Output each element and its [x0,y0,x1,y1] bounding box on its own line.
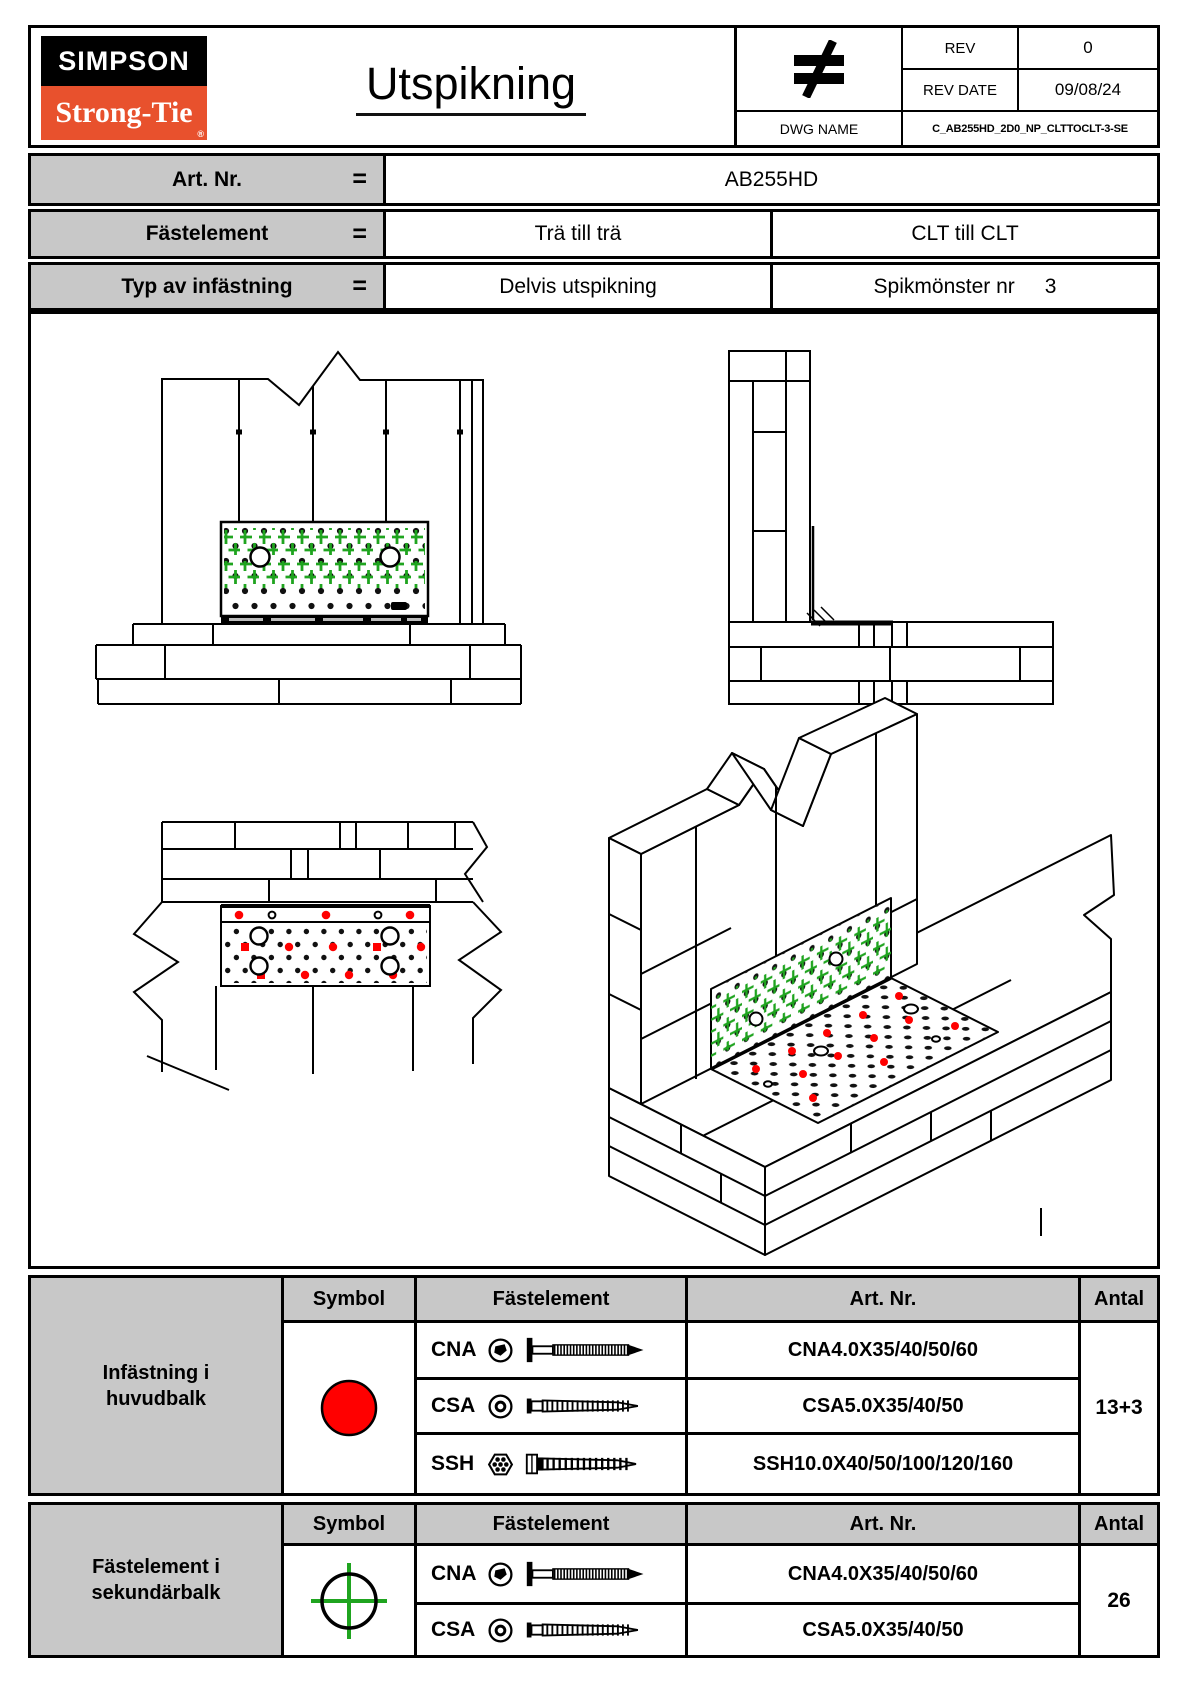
rev-date-value: 09/08/24 [1019,70,1157,110]
infastning-label: Typ av infästning = [31,265,386,308]
group-label-sekundarbalk: Fästelement i sekundärbalk [31,1505,281,1655]
front-elevation-view [96,352,521,704]
rev-date-label: REV DATE [903,70,1017,110]
csa-screw-icon [524,1390,664,1422]
dwg-name-value: C_AB255HD_2D0_NP_CLTTOCLT-3-SE [903,112,1157,145]
rev-value: 0 [1019,28,1157,68]
ssh-hex-marker-icon [487,1451,514,1478]
logo-simpson: SIMPSON [41,36,207,86]
isometric-view [609,698,1114,1255]
drawing-area [28,311,1160,1269]
main-beam-fastener-table [28,1275,1160,1496]
artnr-label: Art. Nr. = [31,156,386,203]
fastelement-value-left: Trä till trä [534,222,622,245]
logo-strongtie-text: Strong-Tie [55,96,193,129]
artnr-csa: CSA5.0X35/40/50 [688,1380,1078,1432]
fastener-row-csa [417,1605,685,1655]
fastener-code: CSA [431,1394,476,1417]
infastning-value-right: Spikmönster nr 3 [770,265,1157,308]
cna-nail-icon [524,1558,664,1590]
qty-sekundarbalk: 26 [1081,1546,1157,1655]
infastning-value-left: Delvis utspikning [499,274,657,298]
fastener-code: CSA [431,1618,476,1641]
group-label-huvudbalk: Infästning i huvudbalk [31,1278,281,1493]
pattern-number: 3 [1044,274,1057,298]
rev-label: REV [903,28,1017,68]
cna-nail-icon [524,1334,664,1366]
qty-huvudbalk: 13+3 [1081,1323,1157,1493]
simpson-strongtie-logo [41,36,207,140]
fastener-code: CNA [431,1338,477,1361]
col-header-fastener: Fästelement [417,1278,685,1320]
artnr-ssh: SSH10.0X40/50/100/120/160 [688,1435,1078,1493]
col-header-artnr: Art. Nr. [688,1278,1078,1320]
logo-strongtie [41,86,207,140]
artnr-csa: CSA5.0X35/40/50 [688,1605,1078,1655]
secondary-beam-fastener-table [28,1502,1160,1658]
red-filled-circle-symbol [284,1323,414,1493]
fastener-row-cna [417,1323,685,1377]
equals-sign: = [352,219,367,248]
fastelement-label: Fästelement = [31,212,386,256]
csa-round-marker-icon [487,1393,514,1420]
dwg-name-label: DWG NAME [737,112,901,145]
col-header-artnr: Art. Nr. [688,1505,1078,1543]
rev-block [734,28,1157,145]
header [28,25,1160,148]
csa-round-marker-icon [487,1617,514,1644]
cna-round-marker-icon [487,1561,514,1588]
equals-sign: = [352,272,367,300]
fastener-row-csa [417,1380,685,1432]
not-equal-icon [737,28,901,110]
fastener-code: CNA [431,1562,477,1585]
fastener-row-cna [417,1546,685,1602]
registered-mark: ® [197,129,204,139]
green-crosshair-circle-symbol [284,1546,414,1655]
info-row-infastning [28,262,1160,311]
fastelement-value-right: CLT till CLT [770,212,1157,256]
col-header-antal: Antal [1081,1278,1157,1320]
fastener-row-ssh [417,1435,685,1493]
equals-sign: = [352,165,367,193]
col-header-symbol: Symbol [284,1505,414,1543]
artnr-cna: CNA4.0X35/40/50/60 [688,1323,1078,1377]
ssh-screw-icon [524,1448,664,1480]
col-header-fastener: Fästelement [417,1505,685,1543]
bottom-view [134,822,501,1090]
side-section-view [729,351,1053,704]
page-title [211,28,731,145]
col-header-antal: Antal [1081,1505,1157,1543]
sheet-frame [28,25,1160,1657]
artnr-value: AB255HD [724,167,819,191]
artnr-cna: CNA4.0X35/40/50/60 [688,1546,1078,1602]
fastener-code: SSH [431,1452,475,1475]
info-row-artnr [28,153,1160,206]
info-row-fastelement [28,209,1160,259]
page-title-text: Utspikning [356,58,586,116]
col-header-symbol: Symbol [284,1278,414,1320]
technical-drawing [31,314,1157,1266]
cna-round-marker-icon [487,1337,514,1364]
csa-screw-icon [524,1614,664,1646]
